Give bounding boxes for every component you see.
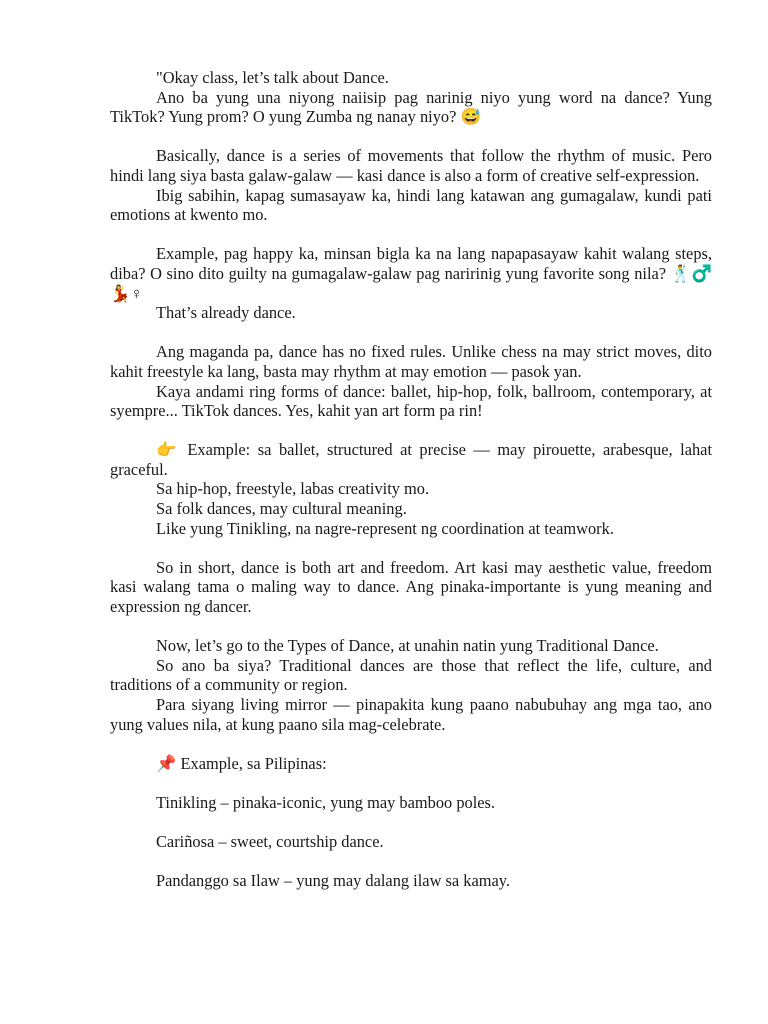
paragraph: So ano ba siya? Traditional dances are those that reflect the life, culture, and traditions of a community or region. [110, 655, 712, 695]
blank-line [110, 225, 712, 245]
paragraph: Sa folk dances, may cultural meaning. [156, 499, 407, 519]
blank-line [110, 421, 712, 441]
paragraph: Example, pag happy ka, minsan bigla ka na lang napapasayaw kahit walang steps, diba? O sino dito guilty na gumagalaw-galaw pag naririnig yung favorite song nila? 🕺♂️💃♀ [110, 244, 712, 303]
list-item-tinikling: Tinikling – pinaka-iconic, yung may bamboo poles. [156, 792, 496, 812]
paragraph: Sa hip-hop, freestyle, labas creativity mo. [156, 479, 430, 499]
blank-line [110, 323, 712, 343]
paragraph: That’s already dance. [156, 303, 296, 323]
blank-line [110, 127, 712, 147]
paragraph-intro: "Okay class, let’s talk about Dance. [156, 68, 389, 87]
paragraph: Ibig sabihin, kapag sumasayaw ka, hindi lang katawan ang gumagalaw, kundi pati emotions at kwento mo. [110, 185, 712, 225]
blank-line [110, 852, 712, 872]
paragraph: Ang maganda pa, dance has no fixed rules. Unlike chess na may strict moves, dito kahit freestyle ka lang, basta may rhythm at may emotion — pasok yan. [110, 342, 712, 381]
paragraph: Kaya andami ring forms of dance: ballet, hip-hop, folk, ballroom, contemporary, at syempre... TikTok dances. Yes, kahit yan art form pa rin! [110, 381, 712, 421]
blank-line [110, 813, 712, 833]
paragraph: 📌 Example, sa Pilipinas: [156, 753, 327, 773]
blank-line [110, 734, 712, 754]
paragraph: Now, let’s go to the Types of Dance, at unahin natin yung Traditional Dance. [156, 636, 659, 656]
blank-line [110, 617, 712, 637]
list-item-pandanggo: Pandanggo sa Ilaw – yung may dalang ilaw sa kamay. [156, 871, 510, 891]
paragraph: Ano ba yung una niyong naiisip pag narinig niyo yung word na dance? Yung TikTok? Yung prom? O yung Zumba ng nanay niyo? 😅 [110, 87, 712, 127]
paragraph: Para siyang living mirror — pinapakita kung paano nabubuhay ang mga tao, ano yung values nila, at kung paano sila mag-celebrate. [110, 695, 712, 734]
blank-line [110, 538, 712, 558]
paragraph: Like yung Tinikling, na nagre-represent ng coordination at teamwork. [156, 518, 614, 538]
paragraph: Basically, dance is a series of movements that follow the rhythm of music. Pero hindi lang siya basta galaw-galaw — kasi dance is also a form of creative self-expression. [110, 146, 712, 185]
paragraph: 👉 Example: sa ballet, structured at precise — may pirouette, arabesque, lahat graceful. [110, 440, 712, 479]
paragraph: So in short, dance is both art and freedom. Art kasi may aesthetic value, freedom kasi walang tama o maling way to dance. Ang pinaka-importante is yung meaning and expression ng dancer. [110, 557, 712, 617]
blank-line [110, 773, 712, 793]
list-item-carinosa: Cariñosa – sweet, courtship dance. [156, 832, 384, 852]
